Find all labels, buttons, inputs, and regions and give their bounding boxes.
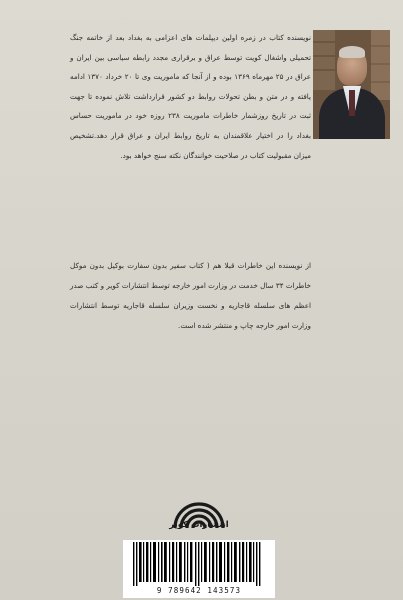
author-photo [313,30,390,139]
publisher-name: انتشارات کویر [169,520,229,530]
other-works-paragraph: از نویسنده این خاطرات قبلا هم ( کتاب سفیر بدون سفارت بوکیل بدون موکل خاطرات ۳۴ سال خدمت در وزارت امور خارجه توسط انتشارات کویر و کتب صدر اعظم های سلسله قاجاریه و نخست وزیران سلسله قاجاریه توسط انتشارات وزارت امور خارجه چاپ و منتشر شده است. [70,261,311,330]
isbn-barcode [123,540,275,598]
isbn-number: 9 789642 143573 [156,586,242,595]
publisher-logo-icon [161,480,237,540]
author-tie [349,90,355,116]
author-hair [339,46,365,58]
barcode-bars [129,542,269,586]
about-author-paragraph: نویسنده کتاب در زمره اولین دیپلمات های اعزامی به بغداد بعد از خاتمه جنگ تحمیلی واشغال کویت توسط عراق و برقراری مجدد رابطه سیاسی بین ایران و عراق در ۲۵ مهرماه ۱۳۶۹ بوده و از آنجا که ماموریت وی تا ۲۰ خرداد ۱۳۷۰ ادامه یافته و در متن و بطن تحولات روابط دو کشور قرارداشت تلاش نموده تا جهت ثبت در تاریخ روزشمار خاطرات ماموریت ۲۳۸ روزه خود در ماموریت حساس بغداد را در اختیار علاقمندان به تاریخ روابط ایران و عراق قرار دهد.تشخیص میزان مقبولیت کتاب در صلاحیت خوانندگان نکته سنج خواهد بود. [70,33,311,160]
